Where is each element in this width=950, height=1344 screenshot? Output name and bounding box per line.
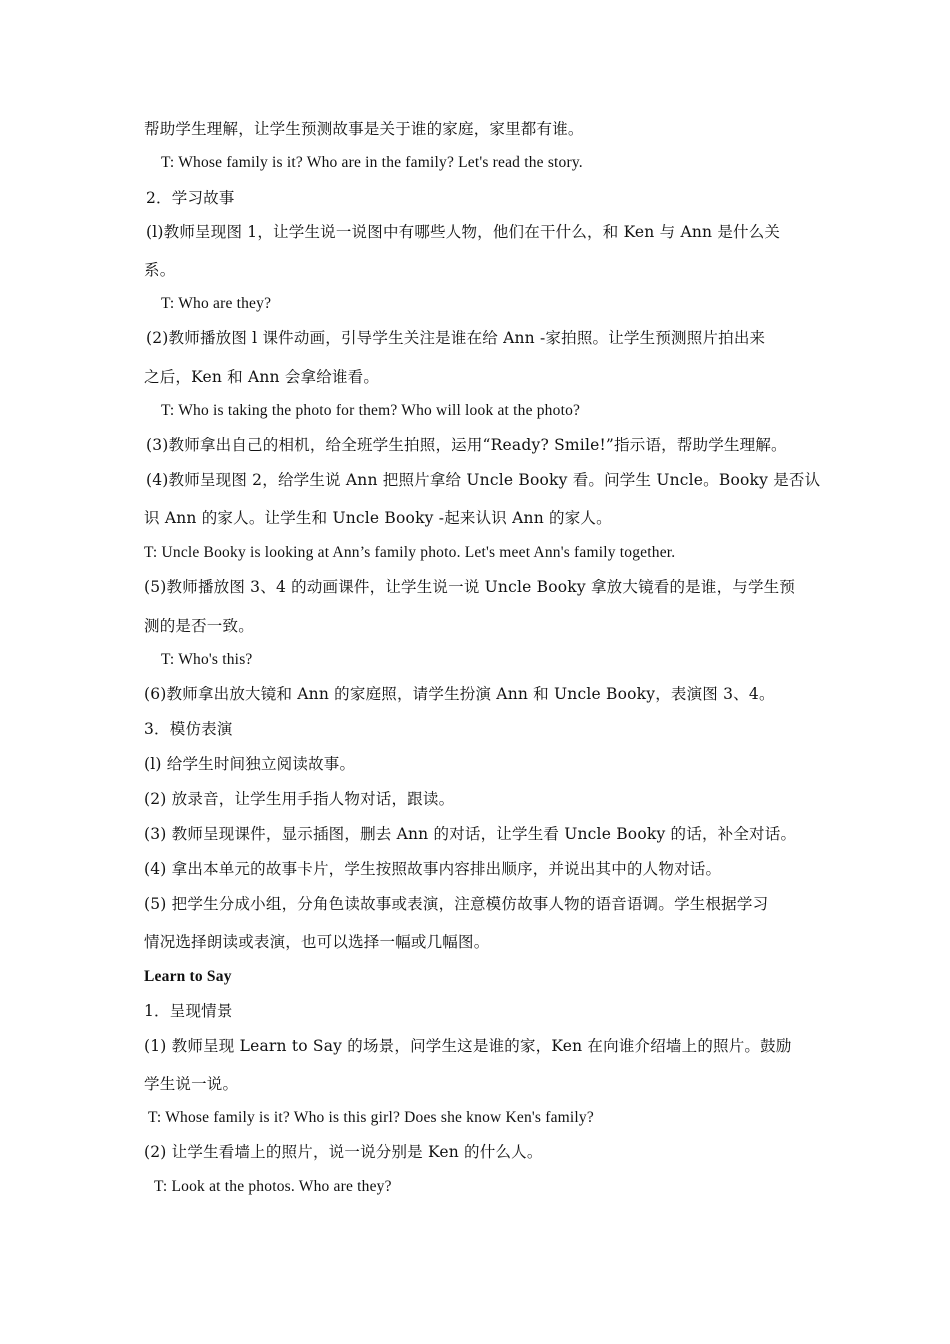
text-line: (2)教师播放图 l 课件动画，引导学生关注是谁在给 Ann -家拍照。让学生预测照片拍出来	[146, 329, 766, 347]
text-line: 测的是否一致。	[144, 617, 254, 635]
text-line: (1) 教师呈现 Learn to Say 的场景，问学生这是谁的家，Ken 在向谁介绍墙上的照片。鼓励	[144, 1037, 792, 1055]
text-line: (2) 让学生看墙上的照片，说一说分别是 Ken 的什么人。	[144, 1143, 543, 1161]
dialogue-line: T: Look at the photos. Who are they?	[154, 1178, 392, 1195]
text-line: (l)教师呈现图 1，让学生说一说图中有哪些人物，他们在干什么，和 Ken 与 Ann 是什么关	[146, 223, 781, 241]
text-line: (6)教师拿出放大镜和 Ann 的家庭照，请学生扮演 Ann 和 Uncle Booky，表演图 3、4。	[144, 685, 775, 703]
section-title: Learn to Say	[144, 968, 232, 985]
text-line: 学生说一说。	[144, 1075, 239, 1093]
text-line: 识 Ann 的家人。让学生和 Uncle Booky -起来认识 Ann 的家人。	[144, 509, 612, 527]
dialogue-line: T: Whose family is it? Who are in the family? Let's read the story.	[161, 154, 583, 171]
text-line: (5) 把学生分成小组，分角色读故事或表演，注意模仿故事人物的语音语调。学生根据学习	[144, 895, 769, 913]
text-line: 之后，Ken 和 Ann 会拿给谁看。	[144, 368, 380, 386]
section-heading: 2．学习故事	[146, 189, 235, 207]
text-line: 系。	[144, 261, 176, 279]
text-line: (l) 给学生时间独立阅读故事。	[144, 755, 356, 773]
section-heading: 3．模仿表演	[144, 720, 233, 738]
dialogue-line: T: Whose family is it? Who is this girl? Does she know Ken's family?	[148, 1109, 594, 1126]
text-line: (5)教师播放图 3、4 的动画课件，让学生说一说 Uncle Booky 拿放大镜看的是谁，与学生预	[144, 578, 796, 596]
text-line: (3)教师拿出自己的相机，给全班学生拍照，运用“Ready? Smile!”指示语，帮助学生理解。	[146, 436, 787, 454]
dialogue-line: T: Who is taking the photo for them? Who will look at the photo?	[161, 402, 581, 419]
section-heading: 1．呈现情景	[144, 1002, 233, 1020]
text-line: (4)教师呈现图 2，给学生说 Ann 把照片拿给 Uncle Booky 看。问学生 Uncle。Booky 是否认	[146, 471, 821, 489]
dialogue-line: T: Who's this?	[161, 651, 253, 668]
dialogue-line: T: Uncle Booky is looking at Ann’s family photo. Let's meet Ann's family together.	[144, 544, 676, 561]
text-line: 帮助学生理解，让学生预测故事是关于谁的家庭，家里都有谁。	[144, 120, 584, 138]
dialogue-line: T: Who are they?	[161, 295, 272, 312]
text-line: (3) 教师呈现课件，显示插图，删去 Ann 的对话，让学生看 Uncle Booky 的话，补全对话。	[144, 825, 797, 843]
text-line: (4) 拿出本单元的故事卡片，学生按照故事内容排出顺序，并说出其中的人物对话。	[144, 860, 722, 878]
text-line: (2) 放录音，让学生用手指人物对话，跟读。	[144, 790, 455, 808]
text-line: 情况选择朗读或表演，也可以选择一幅或几幅图。	[144, 933, 490, 951]
